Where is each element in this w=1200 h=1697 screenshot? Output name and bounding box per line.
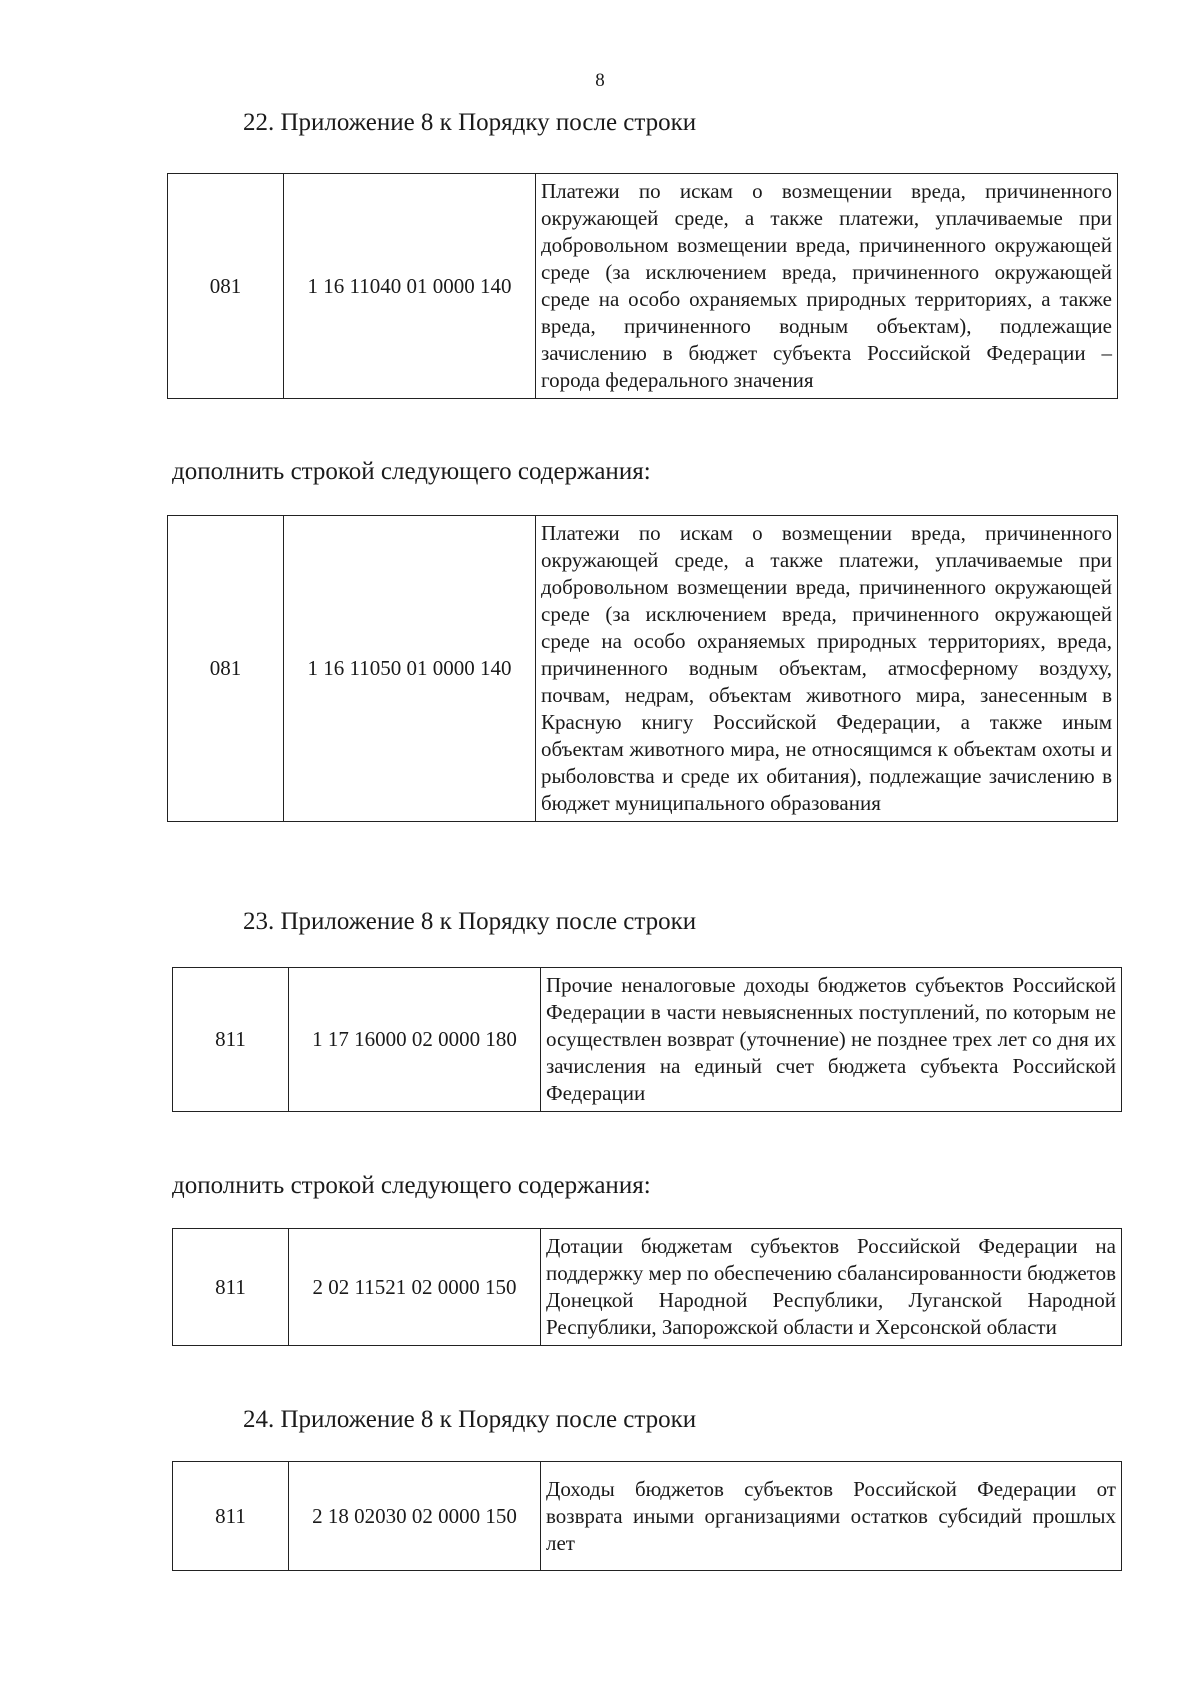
row-code: 811 — [173, 1462, 289, 1571]
table-before-row-24 — [172, 1461, 1122, 1571]
connector-text-22: дополнить строкой следующего содержания: — [172, 458, 651, 485]
row-code: 811 — [173, 1229, 289, 1346]
row-description: Дотации бюджетам субъектов Российской Федерации на поддержку мер по обеспечению сбалансированности бюджетов Донецкой Народной Республики, Луганской Народной Республики, Запорожской области и Херсонской области — [541, 1229, 1122, 1346]
row-description: Прочие неналоговые доходы бюджетов субъектов Российской Федерации в части невыясненных поступлений, по которым не осуществлен возврат (уточнение) не позднее трех лет со дня их зачисления на единый счет бюджета субъекта Российской Федерации — [541, 968, 1122, 1112]
table-row — [173, 1462, 1122, 1571]
row-code: 811 — [173, 968, 289, 1112]
row-description: Платежи по искам о возмещении вреда, причиненного окружающей среде, а также платежи, уплачиваемые при добровольном возмещении вреда, причиненного окружающей среде (за исключением вреда, причиненного окружающей среде на особо охраняемых природных территориях, а также вреда, причиненного водным объектам), подлежащие зачислению в бюджет субъекта Российской Федерации – города федерального значения — [536, 174, 1118, 399]
table-row — [173, 968, 1122, 1112]
row-code: 081 — [168, 516, 284, 822]
table-row — [173, 1229, 1122, 1346]
table-new-row-23 — [172, 1228, 1122, 1346]
row-description: Платежи по искам о возмещении вреда, причиненного окружающей среде, а также платежи, уплачиваемые при добровольном возмещении вреда, причиненного окружающей среде (за исключением вреда, причиненного окружающей среде на особо охраняемых природных территориях, вреда, причиненного водным объектам, атмосферному воздуху, почвам, недрам, объектам животного мира, занесенным в Красную книгу Российской Федерации, а также иным объектам животного мира, не относящимся к объектам охоты и рыболовства и среде их обитания), подлежащие зачислению в бюджет муниципального образования — [536, 516, 1118, 822]
table-before-row-22 — [167, 173, 1118, 399]
row-description: Доходы бюджетов субъектов Российской Федерации от возврата иными организациями остатков субсидий прошлых лет — [541, 1462, 1122, 1571]
table-before-row-23 — [172, 967, 1122, 1112]
page-number: 8 — [595, 70, 605, 91]
row-kbk: 2 02 11521 02 0000 150 — [289, 1229, 541, 1346]
row-kbk: 2 18 02030 02 0000 150 — [289, 1462, 541, 1571]
section-heading-22: 22. Приложение 8 к Порядку после строки — [243, 109, 697, 136]
table-new-row-22 — [167, 515, 1118, 822]
table-row — [168, 174, 1118, 399]
section-heading-24: 24. Приложение 8 к Порядку после строки — [243, 1406, 697, 1433]
table-row — [168, 516, 1118, 822]
connector-text-23: дополнить строкой следующего содержания: — [172, 1172, 651, 1199]
row-kbk: 1 16 11050 01 0000 140 — [284, 516, 536, 822]
row-code: 081 — [168, 174, 284, 399]
row-kbk: 1 16 11040 01 0000 140 — [284, 174, 536, 399]
row-kbk: 1 17 16000 02 0000 180 — [289, 968, 541, 1112]
section-heading-23: 23. Приложение 8 к Порядку после строки — [243, 908, 697, 935]
